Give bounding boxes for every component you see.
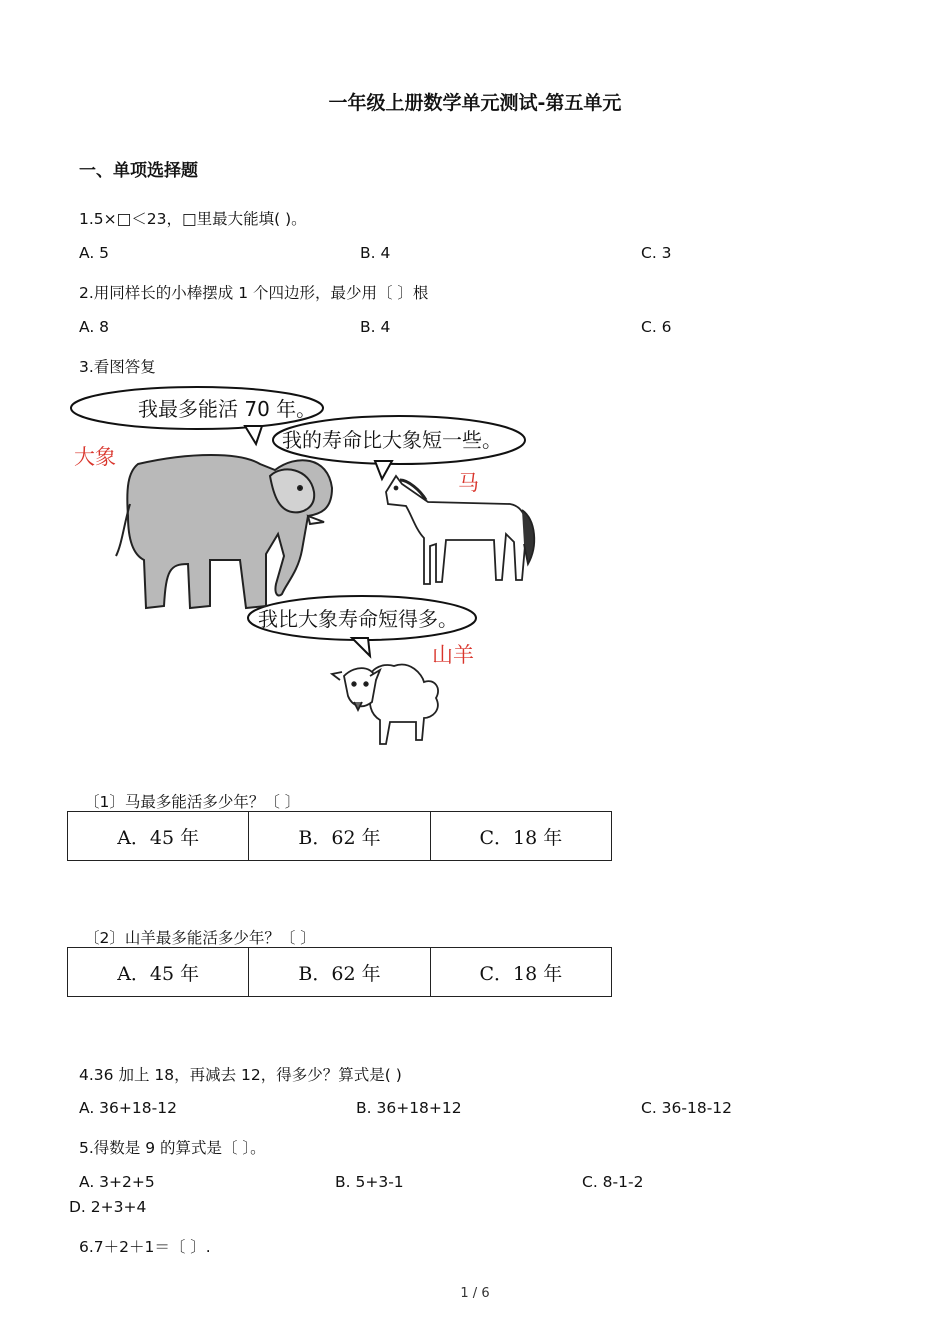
question-1: 1.5×□＜23，□里最大能填( )。	[79, 210, 307, 228]
q2-option-c[interactable]: C. 6	[641, 318, 672, 336]
q2-option-a[interactable]: A. 8	[79, 318, 110, 336]
question-3-sub-2: 〔2〕山羊最多能活多少年？〔 〕	[84, 929, 316, 947]
horse-label: 马	[458, 471, 479, 495]
question-3-sub-1: 〔1〕马最多能活多少年？〔 〕	[84, 793, 301, 811]
question-4: 4.36 加上 18，再减去 12，得多少？算式是( )	[79, 1066, 402, 1084]
question-6: 6.7＋2＋1＝〔 〕.	[79, 1238, 211, 1256]
section-heading: 一、单项选择题	[79, 161, 198, 181]
question-2: 2.用同样长的小棒摆成 1 个四边形，最少用〔 〕根	[79, 284, 429, 302]
goat-drawing	[332, 665, 438, 744]
elephant-speech-text: 我最多能活 70 年。	[138, 397, 317, 421]
goat-speech-text: 我比大象寿命短得多。	[258, 607, 458, 631]
q3-sub2-option-b[interactable]: B．62 年	[249, 948, 430, 997]
elephant-drawing	[116, 455, 332, 608]
q3-sub1-option-b[interactable]: B．62 年	[249, 812, 430, 861]
q2-option-b[interactable]: B. 4	[360, 318, 391, 336]
q5-option-a[interactable]: A. 3+2+5	[79, 1173, 155, 1191]
q1-option-b[interactable]: B. 4	[360, 244, 391, 262]
goat-label: 山羊	[432, 643, 474, 667]
q5-option-b[interactable]: B. 5+3-1	[335, 1173, 404, 1191]
q3-sub1-options-table	[67, 811, 612, 861]
q5-option-d[interactable]: D. 2+3+4	[69, 1198, 147, 1216]
q5-option-c[interactable]: C. 8-1-2	[582, 1173, 644, 1191]
q4-option-b[interactable]: B. 36+18+12	[356, 1099, 462, 1117]
q3-sub1-option-a[interactable]: A．45 年	[68, 812, 249, 861]
q3-sub2-option-c[interactable]: C．18 年	[430, 948, 611, 997]
elephant-label: 大象	[74, 445, 116, 469]
question-5: 5.得数是 9 的算式是〔 〕。	[79, 1139, 266, 1157]
q1-option-a[interactable]: A. 5	[79, 244, 110, 262]
page-number: 1 / 6	[460, 1286, 490, 1301]
q3-sub1-option-c[interactable]: C．18 年	[430, 812, 611, 861]
horse-speech-text: 我的寿命比大象短一些。	[282, 428, 502, 452]
q3-sub2-option-a[interactable]: A．45 年	[68, 948, 249, 997]
q4-option-a[interactable]: A. 36+18-12	[79, 1099, 177, 1117]
question-3: 3.看图答复	[79, 358, 156, 376]
q3-sub2-options-table	[67, 947, 612, 997]
q1-option-c[interactable]: C. 3	[641, 244, 672, 262]
animals-illustration	[70, 384, 550, 754]
q4-option-c[interactable]: C. 36-18-12	[641, 1099, 733, 1117]
page-title: 一年级上册数学单元测试-第五单元	[328, 92, 622, 114]
